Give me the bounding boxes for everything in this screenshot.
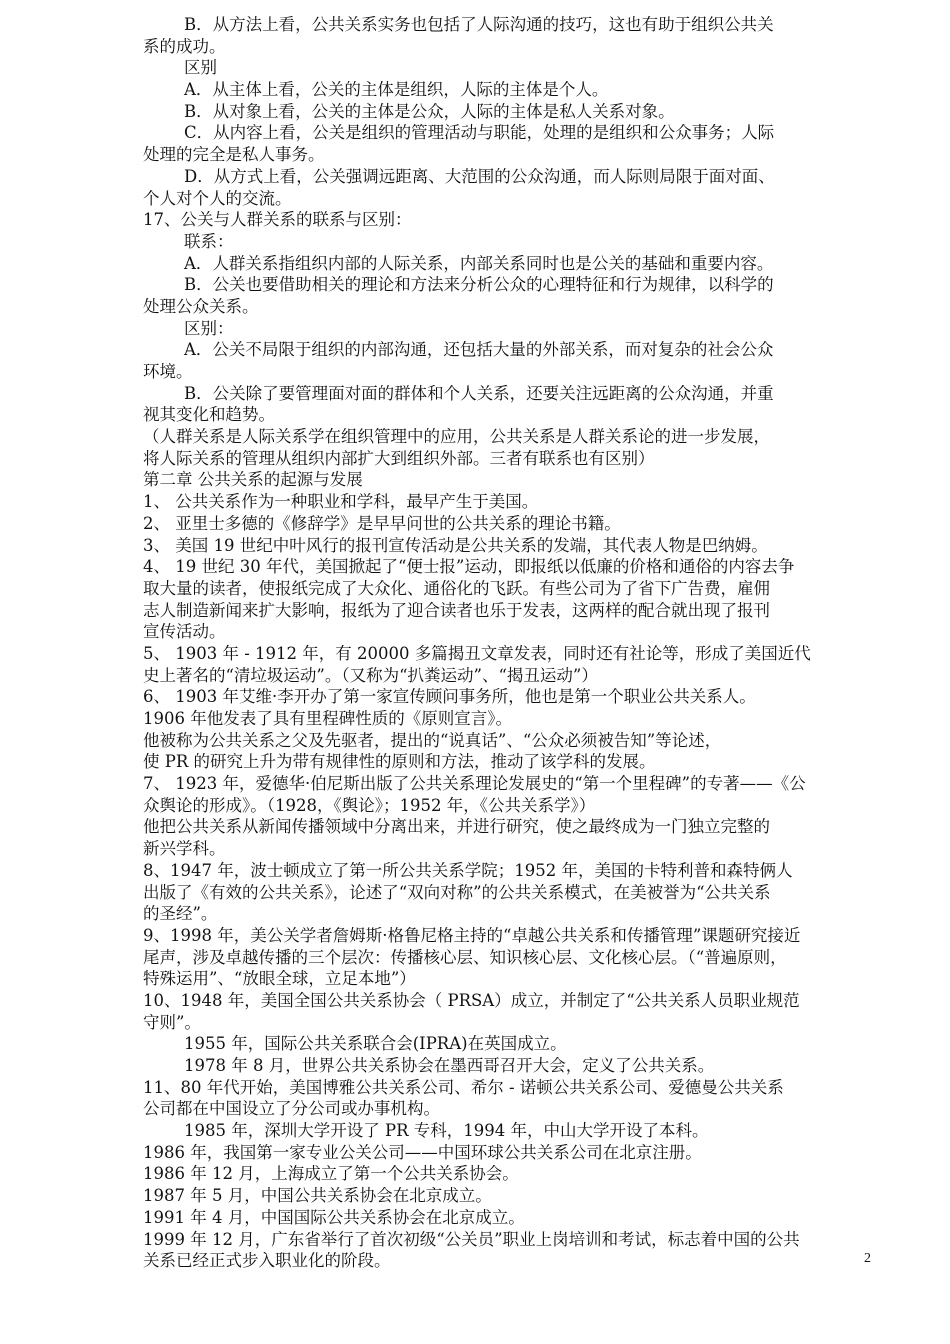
text-line: 1986 年 12 月，上海成立了第一个公共关系协会。 bbox=[143, 1164, 519, 1184]
text-line: 守则”。 bbox=[143, 1012, 201, 1032]
text-line: 史上著名的“清垃圾运动”。（又称为“扒粪运动”、“揭丑运动”） bbox=[143, 665, 598, 685]
document-page bbox=[143, 14, 878, 1272]
text-line: 环境。 bbox=[143, 362, 193, 381]
text-line: 9、1998 年，美公关学者詹姆斯·格鲁尼格主持的“卓越公共关系和传播管理”课题研究接近 bbox=[143, 925, 801, 945]
text-line: 个人对个人的交流。 bbox=[143, 188, 292, 208]
text-line: 3、 美国 19 世纪中叶风行的报刊宣传活动是公共关系的发端，其代表人物是巴纳姆。 bbox=[143, 535, 768, 555]
text-line: 处理的完全是私人事务。 bbox=[143, 145, 325, 165]
chapter-heading: 第二章 公共关系的起源与发展 bbox=[143, 470, 363, 490]
section-label: 区别： bbox=[184, 318, 234, 338]
text-line: 5、 1903 年 - 1912 年，有 20000 多篇揭丑文章发表，同时还有社论等，形成了美国近代 bbox=[143, 643, 811, 663]
text-line: 1955 年，国际公共关系联合会(IPRA)在英国成立。 bbox=[184, 1034, 567, 1054]
text-line: 特殊运用”、“放眼全球，立足本地”） bbox=[143, 969, 416, 989]
text-line: 系的成功。 bbox=[143, 36, 226, 56]
text-line: 1991 年 4 月，中国国际公共关系协会在北京成立。 bbox=[143, 1207, 525, 1227]
text-line: 1986 年，我国第一家专业公关公司——中国环球公共关系公司在北京注册。 bbox=[143, 1142, 702, 1162]
text-line: 出版了《有效的公共关系》，论述了“双向对称”的公共关系模式，在美被誉为“公共关系 bbox=[143, 882, 771, 902]
text-line: 1999 年 12 月，广东省举行了首次初级“公关员”职业上岗培训和考试，标志着中国的公共 bbox=[143, 1229, 800, 1249]
text-line: 尾声，涉及卓越传播的三个层次：传播核心层、知识核心层、文化核心层。（“普遍原则， bbox=[143, 947, 787, 967]
text-line: 视其变化和趋势。 bbox=[143, 405, 275, 425]
text-line: 1906 年他发表了具有里程碑性质的《原则宣言》。 bbox=[143, 709, 512, 728]
section-label: 区别 bbox=[184, 58, 217, 78]
text-line: 10、1948 年，美国全国公共关系协会（ PRSA）成立，并制定了“公共关系人员职业规范 bbox=[143, 990, 800, 1010]
page-number: 2 bbox=[864, 1251, 871, 1266]
text-line: 宣传活动。 bbox=[143, 622, 226, 642]
text-line: 处理公众关系。 bbox=[143, 296, 259, 316]
text-line: B．从方法上看，公共关系实务也包括了人际沟通的技巧，这也有助于组织公共关 bbox=[184, 15, 774, 34]
text-line: B．公关也要借助相关的理论和方法来分析公众的心理特征和行为规律，以科学的 bbox=[184, 275, 774, 295]
text-line: 志人制造新闻来扩大影响，报纸为了迎合读者也乐于发表，这两样的配合就出现了报刊 bbox=[143, 600, 770, 620]
text-line: 公司都在中国设立了分公司或办事机构。 bbox=[143, 1099, 440, 1119]
text-line: 7、 1923 年，爱德华·伯尼斯出版了公共关系理论发展史的“第一个里程碑”的专著——《公 bbox=[143, 774, 806, 794]
text-line: 使 PR 的研究上升为带有规律性的原则和方法，推动了该学科的发展。 bbox=[143, 752, 656, 772]
text-line: 1978 年 8 月，世界公共关系协会在墨西哥召开大会，定义了公共关系。 bbox=[184, 1056, 715, 1075]
text-line: （人群关系是人际关系学在组织管理中的应用，公共关系是人群关系论的进一步发展， bbox=[143, 427, 770, 447]
text-line: C．从内容上看，公关是组织的管理活动与职能，处理的是组织和公众事务；人际 bbox=[184, 123, 775, 143]
text-line: 关系已经正式步入职业化的阶段。 bbox=[143, 1251, 391, 1271]
text-line: B．公关除了要管理面对面的群体和个人关系，还要关注远距离的公众沟通，并重 bbox=[184, 383, 774, 403]
text-line: 4、 19 世纪 30 年代，美国掀起了“便士报”运动，即报纸以低廉的价格和通俗的内容去争 bbox=[143, 557, 795, 577]
text-line: 11、80 年代开始，美国博雅公共关系公司、希尔 - 诺顿公共关系公司、爱德曼公共关系 bbox=[143, 1077, 784, 1097]
text-line: A．从主体上看，公关的主体是组织，人际的主体是个人。 bbox=[184, 80, 609, 100]
text-line: B．从对象上看，公关的主体是公众，人际的主体是私人关系对象。 bbox=[184, 101, 675, 121]
text-line: 将人际关系的管理从组织内部扩大到组织外部。三者有联系也有区别） bbox=[143, 448, 655, 468]
text-line: 8、1947 年，波士顿成立了第一所公共关系学院；1952 年，美国的卡特利普和森特俩人 bbox=[143, 860, 793, 880]
text-line: 1985 年，深圳大学开设了 PR 专科，1994 年，中山大学开设了本科。 bbox=[184, 1121, 709, 1141]
text-line: D．从方式上看，公关强调远距离、大范围的公众沟通，而人际则局限于面对面、 bbox=[184, 166, 775, 186]
text-line: 新兴学科。 bbox=[143, 839, 226, 859]
text-line: 的圣经”。 bbox=[143, 904, 218, 924]
text-line: 众舆论的形成》。（1928，《舆论》；1952 年，《公共关系学》） bbox=[143, 795, 596, 815]
numbered-heading: 17、公关与人群关系的联系与区别： bbox=[143, 210, 412, 230]
text-line: 1、 公共关系作为一种职业和学科，最早产生于美国。 bbox=[143, 492, 539, 512]
text-line: A．公关不局限于组织的内部沟通，还包括大量的外部关系，而对复杂的社会公众 bbox=[184, 340, 774, 360]
text-line: 他把公共关系从新闻传播领域中分离出来，并进行研究，使之最终成为一门独立完整的 bbox=[143, 817, 770, 837]
text-line: 他被称为公共关系之父及先驱者，提出的“说真话”、“公众必须被告知”等论述， bbox=[143, 730, 722, 750]
text-line: 取大量的读者，使报纸完成了大众化、通俗化的飞跃。有些公司为了省下广告费，雇佣 bbox=[143, 578, 770, 598]
text-line: A．人群关系指组织内部的人际关系，内部关系同时也是公关的基础和重要内容。 bbox=[184, 253, 774, 273]
section-label: 联系： bbox=[184, 231, 234, 251]
text-line: 1987 年 5 月，中国公共关系协会在北京成立。 bbox=[143, 1186, 492, 1206]
text-line: 2、 亚里士多德的《修辞学》是早早问世的公共关系的理论书籍。 bbox=[143, 513, 621, 533]
text-line: 6、 1903 年艾维·李开办了第一家宣传顾问事务所，他也是第一个职业公共关系人。 bbox=[143, 687, 756, 707]
